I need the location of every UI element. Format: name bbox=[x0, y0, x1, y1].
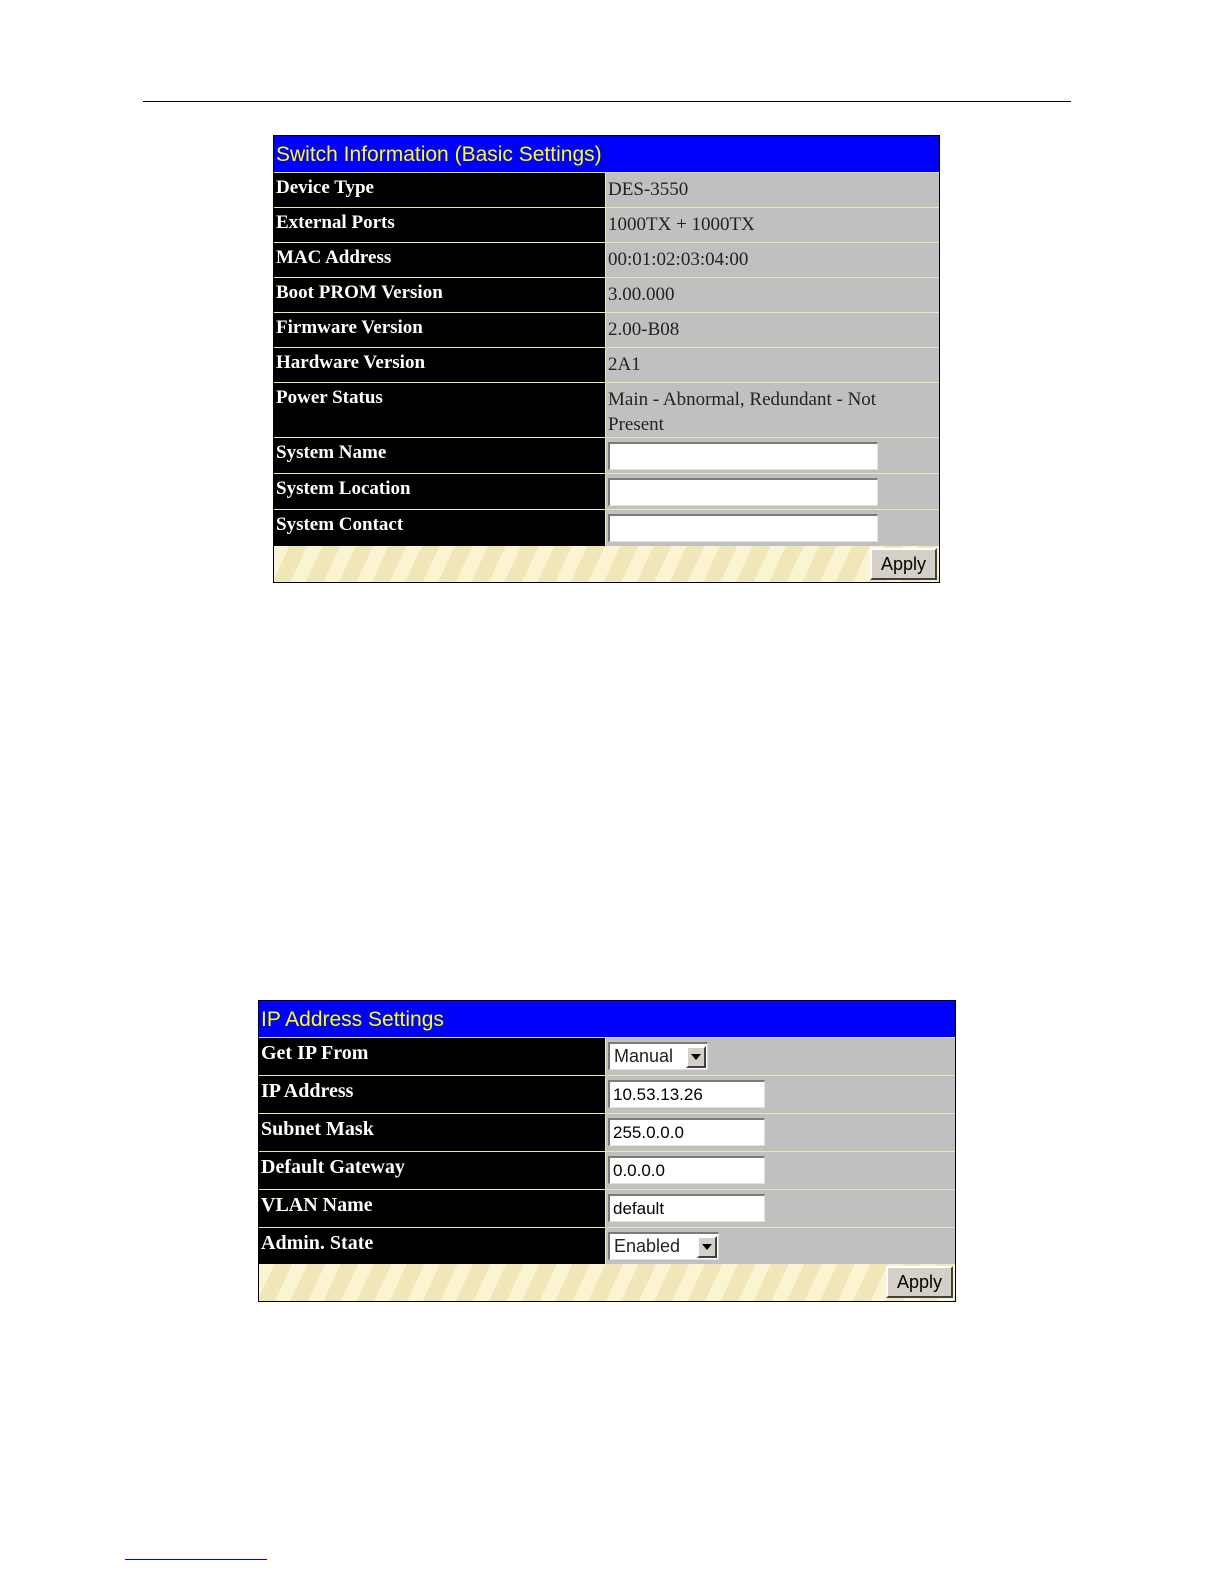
system-location-input[interactable] bbox=[608, 478, 878, 506]
apply-button[interactable]: Apply bbox=[870, 548, 937, 580]
ip-row-default-gateway bbox=[259, 1152, 955, 1190]
row-label: System Location bbox=[274, 474, 606, 509]
info-row-firmware-version bbox=[274, 313, 939, 348]
panel-title: Switch Information (Basic Settings) bbox=[274, 136, 939, 173]
ip-row-get-ip-from bbox=[259, 1038, 955, 1076]
row-label: VLAN Name bbox=[259, 1190, 606, 1227]
row-label: System Contact bbox=[274, 510, 606, 546]
default-gateway-input[interactable] bbox=[608, 1156, 765, 1184]
ip-row-admin-state bbox=[259, 1228, 955, 1264]
row-label: Device Type bbox=[274, 173, 606, 207]
row-label: Boot PROM Version bbox=[274, 278, 606, 312]
row-value: 2.00-B08 bbox=[608, 319, 680, 340]
get-ip-from-select[interactable] bbox=[608, 1042, 708, 1070]
select-value: Enabled bbox=[614, 1236, 681, 1256]
chevron-down-icon[interactable] bbox=[697, 1236, 717, 1258]
row-label: Admin. State bbox=[259, 1228, 606, 1264]
row-value: 3.00.000 bbox=[608, 284, 675, 305]
page-header-rule bbox=[143, 101, 1071, 102]
row-label: Hardware Version bbox=[274, 348, 606, 382]
panel-footer bbox=[259, 1264, 955, 1301]
row-value: Main - Abnormal, Redundant - Not Present bbox=[608, 389, 877, 435]
switch-information-panel bbox=[273, 135, 940, 583]
row-label: Power Status bbox=[274, 383, 606, 437]
row-label: Subnet Mask bbox=[259, 1114, 606, 1151]
row-label: IP Address bbox=[259, 1076, 606, 1113]
page-footer-rule bbox=[125, 1559, 267, 1560]
subnet-mask-input[interactable] bbox=[608, 1118, 765, 1146]
info-row-hardware-version bbox=[274, 348, 939, 383]
info-row-mac-address bbox=[274, 243, 939, 278]
ip-row-vlan-name bbox=[259, 1190, 955, 1228]
row-label: Firmware Version bbox=[274, 313, 606, 347]
ip-address-input[interactable] bbox=[608, 1080, 765, 1108]
apply-button[interactable]: Apply bbox=[886, 1266, 953, 1298]
select-value: Manual bbox=[614, 1046, 674, 1066]
ip-row-subnet-mask bbox=[259, 1114, 955, 1152]
admin-state-select[interactable] bbox=[608, 1232, 719, 1260]
row-label: Default Gateway bbox=[259, 1152, 606, 1189]
row-value: 2A1 bbox=[608, 354, 641, 375]
info-row-external-ports bbox=[274, 208, 939, 243]
row-label: MAC Address bbox=[274, 243, 606, 277]
row-label: Get IP From bbox=[259, 1038, 606, 1075]
panel-footer bbox=[274, 546, 939, 582]
row-label: System Name bbox=[274, 438, 606, 473]
info-row-power-status bbox=[274, 383, 939, 438]
input-row-system-name bbox=[274, 438, 939, 474]
info-row-device-type bbox=[274, 173, 939, 208]
row-label: External Ports bbox=[274, 208, 606, 242]
ip-row-ip-address bbox=[259, 1076, 955, 1114]
ip-address-settings-panel bbox=[258, 1000, 956, 1302]
input-row-system-location bbox=[274, 474, 939, 510]
system-name-input[interactable] bbox=[608, 442, 878, 470]
vlan-name-input[interactable] bbox=[608, 1194, 765, 1222]
system-contact-input[interactable] bbox=[608, 514, 878, 542]
row-value: 1000TX + 1000TX bbox=[608, 214, 755, 235]
chevron-down-icon[interactable] bbox=[686, 1046, 706, 1068]
panel-title: IP Address Settings bbox=[259, 1001, 955, 1038]
row-value: 00:01:02:03:04:00 bbox=[608, 249, 749, 270]
info-row-boot-prom-version bbox=[274, 278, 939, 313]
input-row-system-contact bbox=[274, 510, 939, 546]
row-value: DES-3550 bbox=[608, 179, 689, 200]
